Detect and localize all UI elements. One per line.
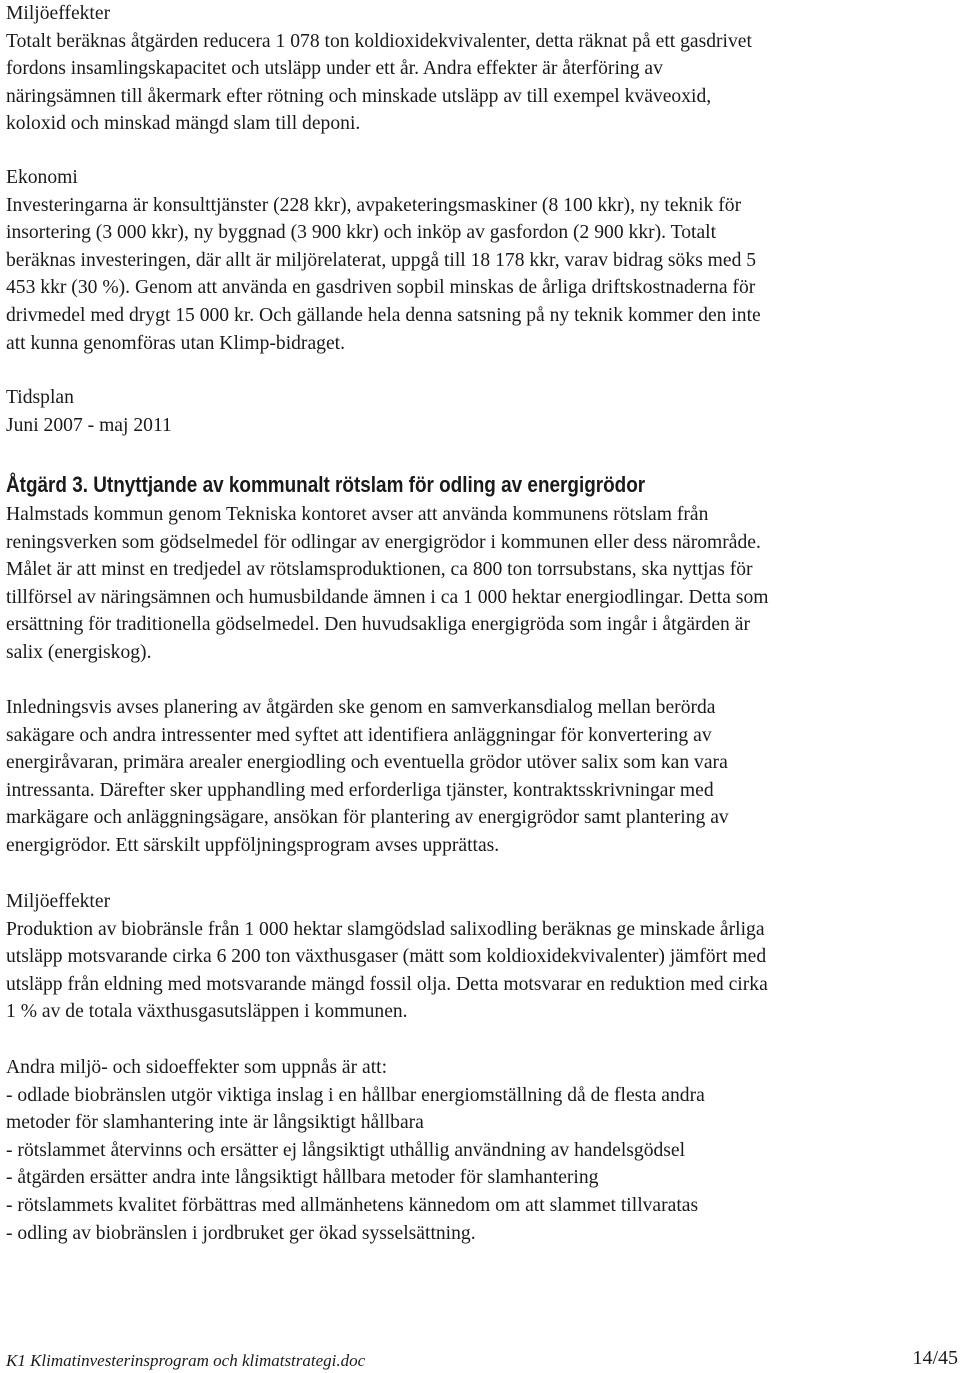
paragraph-line: Inledningsvis avses planering av åtgärden ske genom en samverkansdialog mellan berörda (6, 697, 716, 718)
list-item: - åtgärden ersätter andra inte långsiktigt hållbara metoder för slamhantering (6, 1167, 599, 1189)
section-side-effects (6, 1054, 705, 1247)
paragraph-line: beräknas investeringen, där allt är miljörelaterat, uppgå till 18 178 kkr, varav bidrag söks med 5 (6, 249, 757, 271)
paragraph-line: Halmstads kommun genom Tekniska kontoret avser att använda kommunens rötslam från (6, 504, 709, 525)
list-item: - rötslammet återvinns och ersätter ej långsiktigt uthållig användning av handelsgödsel (6, 1139, 686, 1161)
paragraph-line: fordons insamlingskapacitet och utsläpp under ett år. Andra effekter är återföring av (6, 58, 663, 80)
paragraph-line: Andra miljö- och sidoeffekter som uppnås är att: (6, 1057, 388, 1078)
paragraph-line: koloxid och minskad mängd slam till deponi. (6, 113, 361, 135)
paragraph-line: energigrödor. Ett särskilt uppföljningsprogram avses upprättas. (6, 834, 500, 856)
section-heading: Miljöeffekter (6, 891, 111, 912)
list-item: - rötslammets kvalitet förbättras med allmänhetens kännedom om att slammet tillvaratas (6, 1194, 699, 1216)
page-footer (6, 1347, 958, 1373)
paragraph-line: drivmedel med drygt 15 000 kr. Och gällande hela denna satsning på ny teknik kommer den inte (6, 304, 761, 326)
paragraph-line: tillförsel av näringsämnen och humusbildande ämnen i ca 1 000 hektar energiodlingar. Detta som (6, 586, 769, 608)
section-ekonomi (6, 164, 761, 357)
paragraph-line: att kunna genomföras utan Klimp-bidraget. (6, 332, 345, 354)
measure-3 (6, 470, 749, 500)
measure-3-description (6, 501, 769, 667)
paragraph-line: ersättning för traditionella gödselmedel. Den huvudsakliga energigröda som ingår i åtgärden är (6, 614, 750, 636)
section-tidsplan (6, 384, 172, 439)
paragraph-line: 1 % av de totala växthusgasutsläppen i kommunen. (6, 1001, 408, 1023)
section-heading: Tidsplan (6, 387, 74, 408)
paragraph-line: näringsämnen till åkermark efter rötning och minskade utsläpp av till exempel kväveoxid, (6, 85, 712, 107)
paragraph-line: 453 kkr (30 %). Genom att använda en gasdriven sopbil minskas de årliga driftskostnaderna för (6, 277, 756, 299)
paragraph-line: Investeringarna är konsulttjänster (228 kkr), avpaketeringsmaskiner (8 100 kkr), ny teknik för (6, 194, 742, 216)
section-heading: Ekonomi (6, 167, 78, 188)
measure-title: Åtgärd 3. Utnyttjande av kommunalt rötslam för odling av energigrödor (6, 472, 646, 497)
section-miljoeffekter-2 (6, 888, 768, 1026)
paragraph-line: Målet är att minst en tredjedel av rötslamsproduktionen, ca 800 ton torrsubstans, ska nyttjas för (6, 559, 753, 581)
paragraph-line: utsläpp motsvarande cirka 6 200 ton växthusgaser (mätt som koldioxidekvivalenter) jämfört med (6, 946, 767, 968)
list-item-continuation: metoder för slamhantering inte är långsiktigt hållbara (6, 1112, 424, 1134)
paragraph-line: Totalt beräknas åtgärden reducera 1 078 ton koldioxidekvivalenter, detta räknat på ett gasdrivet (6, 30, 752, 52)
section-miljoeffekter-1 (6, 0, 752, 138)
paragraph-line: insortering (3 000 kkr), ny byggnad (3 900 kkr) och inköp av gasfordon (2 900 kkr). Totalt (6, 222, 717, 244)
paragraph-line: energiråvaran, primära arealer energiodling och eventuella grödor utöver salix som kan vara (6, 752, 728, 774)
list-item: - odlade biobränslen utgör viktiga inslag i en hållbar energiomställning då de flesta andra (6, 1084, 705, 1106)
paragraph-line: markägare och anläggningsägare, ansökan för plantering av energigrödor samt plantering av (6, 807, 729, 829)
footer-document-name: K1 Klimatinvesterinsprogram och klimatstrategi.doc (6, 1351, 366, 1370)
paragraph-line: utsläpp från eldning med motsvarande mängd fossil olja. Detta motsvarar en reduktion med cirka (6, 973, 768, 995)
paragraph-line: intressanta. Därefter sker upphandling med erforderliga tjänster, kontraktsskrivningar med (6, 779, 714, 801)
footer-page-number: 14/45 (912, 1347, 958, 1369)
section-heading: Miljöeffekter (6, 3, 111, 24)
section-planning (6, 694, 729, 860)
paragraph-line: salix (energiskog). (6, 641, 152, 663)
paragraph-line: sakägare och andra intressenter med syftet att identifiera anläggningar för konvertering av (6, 724, 712, 746)
paragraph-line: Produktion av biobränsle från 1 000 hektar slamgödslad salixodling beräknas ge minskade årliga (6, 918, 765, 940)
paragraph-line: reningsverken som gödselmedel för odlingar av energigrödor i kommunen eller dess närområde. (6, 531, 761, 553)
list-item: - odling av biobränslen i jordbruket ger ökad sysselsättning. (6, 1222, 476, 1244)
paragraph-line: Juni 2007 - maj 2011 (6, 414, 172, 436)
